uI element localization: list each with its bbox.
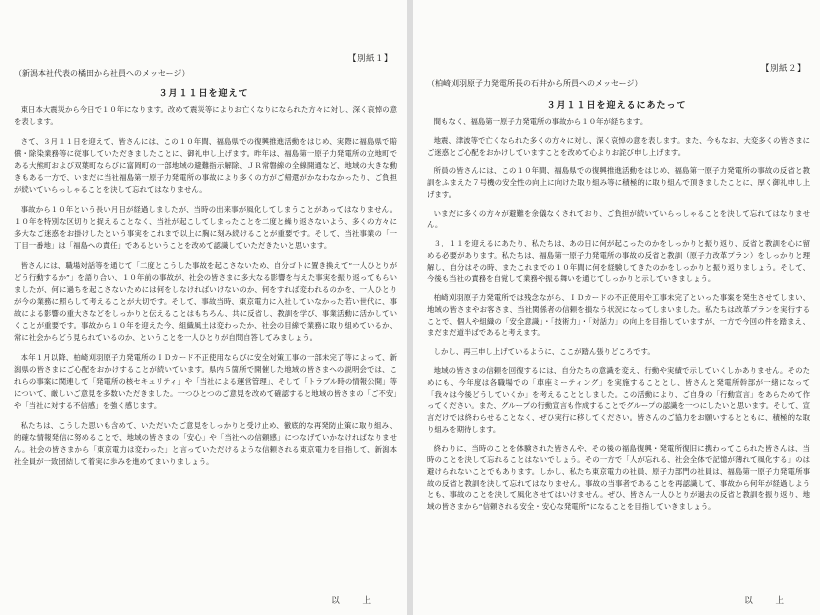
paragraph: 東日本大震災から今日で１０年になります。改めて震災等によりお亡くなりになられた方々に対し、深く哀悼の意を表します。	[14, 105, 397, 127]
message-subtitle: （新潟本社代表の橘田から社員へのメッセージ）	[14, 69, 190, 78]
message-body	[14, 104, 397, 476]
closing-mark: 以 上	[331, 596, 381, 606]
paragraph: さて、３月１１日を迎えて、皆さんには、この１０年間、福島県での復興推進活動をはじめ、実際に福島県で賠償・除染業務等に従事していただきましたことに、御礼申し上げます。昨年は、福島第一原子力発電所の立地町である大熊町および双葉町ならびに富岡町の一部地域の避難指示解除、ＪＲ常磐線の全線開通など、地域の大きな動きもある一方で、いまだに当社福島第一原子力発電所の事故により多くの方がご帰還がかなわなかったり、ご負担が続いていらっしゃることを決して忘れてはなりません。	[14, 136, 397, 195]
paragraph: 事故から１０年という長い月日が経過しましたが、当時の出来事が風化してしまうことがあってはなりません。１０年を特別な区切りと捉えることなく、当社が起こしてしまったことを二度と繰り返さないよう、多くの方々に多大なご迷惑をお掛けしたという事実をこれまで以上に胸に刻み続けることが重要です。そして、当社事業の「一丁目一番地」は「福島への責任」であるということを改めて認識していただきたいと思います。	[14, 204, 397, 251]
message-subtitle: （柏崎刈羽原子力発電所長の石井から所員へのメッセージ）	[427, 79, 643, 88]
page-title: ３月１１日を迎えるにあたって	[546, 101, 687, 111]
attachment-tag: 【別紙１】	[347, 54, 393, 64]
paragraph: いまだに多くの方々が避難を余儀なくされており、ご負担が続いていらっしゃることを決して忘れてはなりません。	[427, 208, 810, 230]
paragraph: 終わりに、当時のことを体験された皆さんや、その後の福島復興・発電所復旧に携わってこられた皆さんは、当時のことを決して忘れることはないでしょう。その一方で「人が忘れる、社会全体で記憶が薄れて風化する」のは避けられないことでもあります。しかし、私たち東京電力の社員、原子力部門の社員は、福島第一原子力発電所事故の反省と教訓を決して忘れてはなりません。事故の当事者であることを再認識して、事故から何年が経過しようとも、事故のことを決して風化させてはいけません。ぜひ、皆さん一人ひとりが過去の反省と教訓を振り返り、地域の皆さまから“信頼される安全・安心な発電所”になることを目指していきましょう。	[427, 443, 810, 512]
attachment-tag: 【別紙２】	[760, 64, 806, 74]
paragraph: 本年１月以降、柏崎刈羽原子力発電所のＩＤカード不正使用ならびに安全対策工事の一部未完了等によって、新潟県の皆さまにご心配をおかけすることが続いています。県内５箇所で開催した地域の皆さまへの説明会では、これらの事案に関連して「発電所の核セキュリティ」や「当社による運営管理」、そして「トラブル時の情報公開」等について、厳しいご意見を多数いただきました。一つひとつのご意見を改めて確認すると地域の皆さまの「ご不安」や「当社に対する不信感」を強く感じます。	[14, 353, 397, 411]
paragraph: 皆さんには、職場対話等を通じて「二度とこうした事故を起こさないため、自分ゴトに置き換えて“一人ひとりがどう行動するか”」を語り合い、１０年前の事故が、社会の皆さまに多大なる影響を与えた事実を振り返ってもらいましたが、何に過ちを起こさないためには何をしなければいけないのか、何をすれば変われるのかを、一人ひとりが今の業務に照らして考えることが大切です。そして、事故当時、東京電力に入社していなかった若い世代に、事故による影響の重大さなどをしっかりと伝えることはもちろん、共に反省し、教訓を学び、事業活動に活かしていくことが重要です。事故から１０年を迎えた今、組織風土は変わったか、社会の目線で業務に取り組めているか、常に社会からどう見られているのか、ということを一人ひとりが自問自答してみましょう。	[14, 260, 397, 343]
paragraph: ３．１１を迎えるにあたり、私たちは、あの日に何が起こったのかをしっかりと振り返り、反省と教訓を心に留める必要があります。私たちは、福島第一原子力発電所の事故の反省と教訓（原子力改革プラン）をしっかりと理解し、自分はその時、またこれまでの１０年間に何を経験してきたのかをしっかりと振り返りましょう。そして、今後も当社の責務を自覚して業務や振る舞いを通じてしっかりと示していきましょう。	[427, 239, 810, 284]
document-page-left	[0, 0, 407, 615]
closing-mark: 以 上	[744, 596, 794, 606]
paragraph: 私たちは、こうした思いも含めて、いただいたご意見をしっかりと受け止め、徹底的な再発防止策に取り組み、的確な情報発信に努めることで、地域の皆さまの「安心」や「当社への信頼感」につなげていかなければなりません。社会の皆さまから「東京電力は変わった」と言っていただけるような信頼される東京電力を目指して、新潟本社全員が一致団結して着実に歩みを進めてまいりましょう。	[14, 421, 397, 467]
paragraph: 地域の皆さまの信頼を回復するには、自分たちの意識を変え、行動や実績で示していくしかありません。そのためにも、今年度は各職場での「車座ミーティング」を実施することとし、皆さんと発電所幹部が一緒になって「我々は今後どうしていくか」を考えることとしました。この活動により、ご自身の「行動宣言」をあらためて作ってください。また、グループの行動宣言も作成することでグループの認識を一つにしたいと思います。そして、宣言だけでは終わらせることなく、ぜひ実行に移してください。皆さんのご協力をお願いするとともに、積極的な取り組みを期待します。	[427, 366, 810, 434]
paragraph: 所員の皆さんには、この１０年間、福島県での復興推進活動をはじめ、福島第一原子力発電所の事故の反省と教訓をふまえた７号機の安全性の向上に向けた取り組み等に積極的に取り組んで頂きましたことに、厚く御礼申し上げます。	[427, 166, 810, 199]
page-title: ３月１１日を迎えて	[158, 89, 249, 99]
paragraph: 柏崎刈羽原子力発電所では残念ながら、ＩＤカードの不正使用や工事未完了といった事案を発生させてしまい、地域の皆さまやお客さま、当社関係者の信頼を損なう状況になってしまいました。私たちは改革プランを実行することで、個人や組織の「安全意識」・「技術力」・「対話力」の向上を目指していますが、一方で今回の件を踏まえ、まだまだ道半ばであると考えます。	[427, 293, 810, 338]
paragraph: しかし、再三申し上げているように、ここが踏ん張りどころです。	[433, 347, 655, 357]
paragraph: 地震、津波等で亡くなられた多くの方々に対し、深く哀悼の意を表します。また、今もなお、大変多くの皆さまにご迷惑とご心配をおかけしていますことを改めて心よりお詫び申し上げます。	[427, 135, 810, 157]
document-page-right	[413, 0, 820, 615]
paragraph: 間もなく、福島第一原子力発電所の事故から１０年が経ちます。	[433, 117, 648, 126]
message-body	[427, 116, 810, 520]
